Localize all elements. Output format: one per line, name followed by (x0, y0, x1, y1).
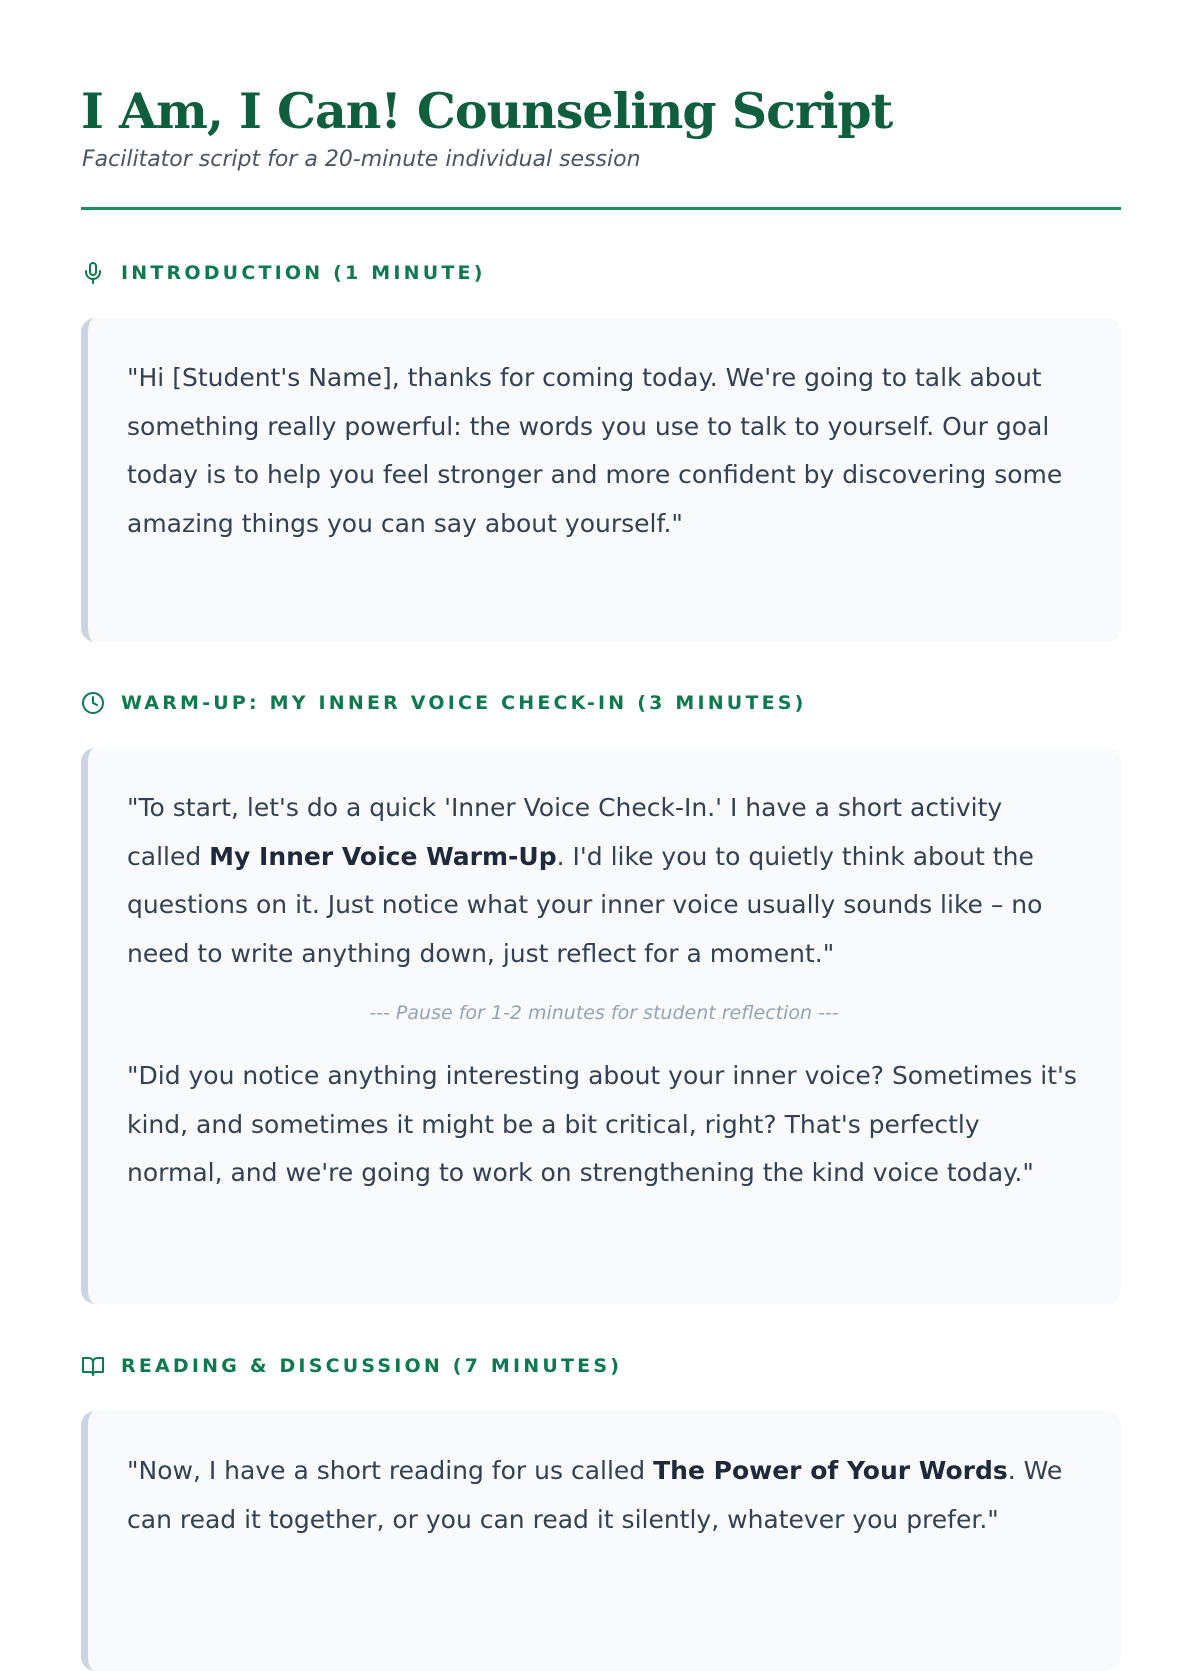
book-open-icon (81, 1354, 105, 1378)
page-subtitle: Facilitator script for a 20-minute individual session (82, 147, 641, 172)
page-title: I Am, I Can! Counseling Script (81, 82, 893, 140)
script-card-introduction (81, 318, 1121, 642)
section-heading-warm-up (81, 690, 807, 716)
paragraph-text: "To start, let's do a quick 'Inner Voice Check-In.' I have a short activity called (127, 793, 1003, 871)
script-card-reading (81, 1411, 1121, 1671)
reading-title: The Power of Your Words (653, 1456, 1008, 1485)
script-card-warm-up (81, 748, 1121, 1304)
section-heading-label: WARM-UP: MY INNER VOICE CHECK-IN (3 MINUTES) (121, 692, 807, 714)
header-divider (81, 207, 1121, 210)
paragraph-text: "Now, I have a short reading for us called (127, 1456, 654, 1485)
section-heading-label: READING & DISCUSSION (7 MINUTES) (121, 1355, 623, 1377)
script-paragraph (127, 1447, 1081, 1544)
section-heading-introduction (81, 260, 486, 286)
pause-note: --- Pause for 1-2 minutes for student reflection --- (369, 1002, 839, 1024)
paragraph-text: . We can read it together, or you can read it silently, whatever you prefer." (127, 1456, 1063, 1534)
paragraph-text: . I'd like you to quietly think about the questions on it. Just notice what your inner voice usually sounds like – no need to write anything down, just reflect for a moment." (127, 841, 1043, 968)
section-heading-label: INTRODUCTION (1 MINUTE) (121, 262, 486, 284)
activity-name: My Inner Voice Warm-Up (209, 841, 557, 871)
section-heading-reading (81, 1353, 622, 1379)
script-paragraph (127, 784, 1081, 978)
script-paragraph: "Hi [Student's Name], thanks for coming today. We're going to talk about something really powerful: the words you use to talk to yourself. Our goal today is to help you feel stronger and more confident by discovering some amazing things you can say about yourself." (127, 363, 1063, 538)
clock-icon (81, 691, 105, 715)
microphone-icon (81, 261, 105, 285)
script-paragraph: "Did you notice anything interesting about your inner voice? Sometimes it's kind, and sometimes it might be a bit critical, right? That's perfectly normal, and we're going to work on strengthening the kind voice today." (127, 1061, 1077, 1187)
